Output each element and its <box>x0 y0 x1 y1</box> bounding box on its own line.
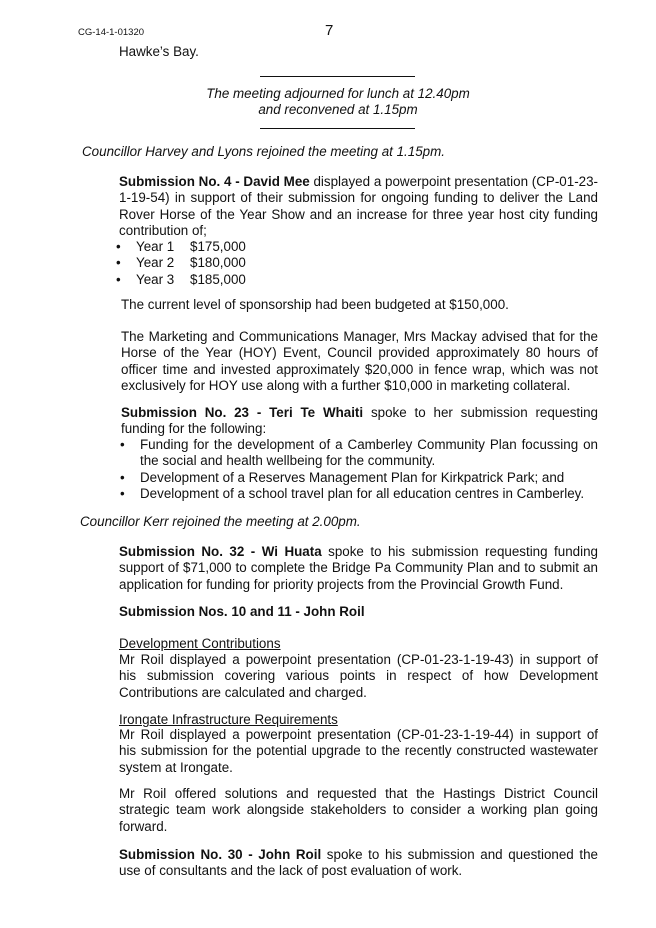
list-item: • Funding for the development of a Camberley Community Plan focussing on the social and health wellbeing for the community. <box>118 437 598 470</box>
submission-23-list <box>118 437 598 502</box>
marketing-paragraph: The Marketing and Communications Manager, Mrs Mackay advised that for the Horse of the Year (HOY) Event, Council provided approximately 80 hours of officer time and invested approximately $20,000 in fence wrap, which was not exclusively for HOY use along with a further $10,000 in marketing collateral. <box>121 329 598 393</box>
list-item: • Development of a school travel plan for all education centres in Camberley. <box>118 486 598 502</box>
attendance-note-2: Councillor Kerr rejoined the meeting at 2.00pm. <box>80 514 361 529</box>
funding-year-list <box>114 239 414 288</box>
document-reference: CG-14-1-01320 <box>78 27 145 38</box>
submission-4-text: displayed a powerpoint presentation (CP-01-23-1-19-54) in support of their submission for ongoing funding to deliver the Land Rover Horse of the Year Show and an increase for three year host city funding contribution of; <box>119 174 599 238</box>
submission-32-paragraph <box>119 544 598 593</box>
submission-10-11-heading: Submission Nos. 10 and 11 - John Roil <box>119 604 365 619</box>
page-number: 7 <box>325 22 334 39</box>
list-item: • Year 1 $175,000 <box>114 239 414 255</box>
divider-bottom <box>260 128 415 129</box>
irongate-text: Mr Roil displayed a powerpoint presentation (CP-01-23-1-19-44) in support of his submission for the potential upgrade to the recently constructed wastewater system at Irongate. <box>119 727 598 775</box>
solutions-paragraph: Mr Roil offered solutions and requested that the Hastings District Council strategic team work alongside stakeholders to consider a working plan going forward. <box>119 786 598 834</box>
list-item: • Year 2 $180,000 <box>114 255 414 271</box>
development-contributions-text: Mr Roil displayed a powerpoint presentation (CP-01-23-1-19-43) in support of his submission covering various points in respect of how Development Contributions are calculated and charged. <box>119 652 598 700</box>
submission-30-text: spoke to his submission and questioned the use of consultants and the lack of post evaluation of work. <box>119 847 598 879</box>
attendance-note-1: Councillor Harvey and Lyons rejoined the meeting at 1.15pm. <box>82 144 445 159</box>
adjourn-line-1: The meeting adjourned for lunch at 12.40pm <box>206 86 470 101</box>
submission-23-text: spoke to her submission requesting funding for the following: <box>121 405 599 437</box>
list-item: • Year 3 $185,000 <box>114 272 414 288</box>
submission-30-paragraph <box>119 847 598 880</box>
adjourn-line-2: and reconvened at 1.15pm <box>258 102 418 117</box>
irongate-title: Irongate Infrastructure Requirements <box>119 712 338 727</box>
divider-top <box>260 76 415 77</box>
sponsorship-paragraph: The current level of sponsorship had been budgeted at $150,000. <box>121 297 509 312</box>
list-item: • Development of a Reserves Management Plan for Kirkpatrick Park; and <box>118 470 598 486</box>
submission-30-heading: Submission No. 30 - John Roil <box>119 847 322 862</box>
continued-text: Hawke’s Bay. <box>119 44 199 59</box>
submission-23-heading: Submission No. 23 - Teri Te Whaiti <box>121 405 364 420</box>
submission-4-heading: Submission No. 4 - David Mee <box>119 174 310 189</box>
submission-23-paragraph <box>121 405 598 438</box>
submission-4-paragraph <box>119 174 598 239</box>
submission-32-heading: Submission No. 32 - Wi Huata <box>119 544 322 559</box>
development-contributions-title: Development Contributions <box>119 636 281 651</box>
submission-32-text: spoke to his submission requesting funding support of $71,000 to complete the Bridge Pa Community Plan and to submit an application for funding for priority projects from the Provincial Growth Fund. <box>119 544 598 592</box>
